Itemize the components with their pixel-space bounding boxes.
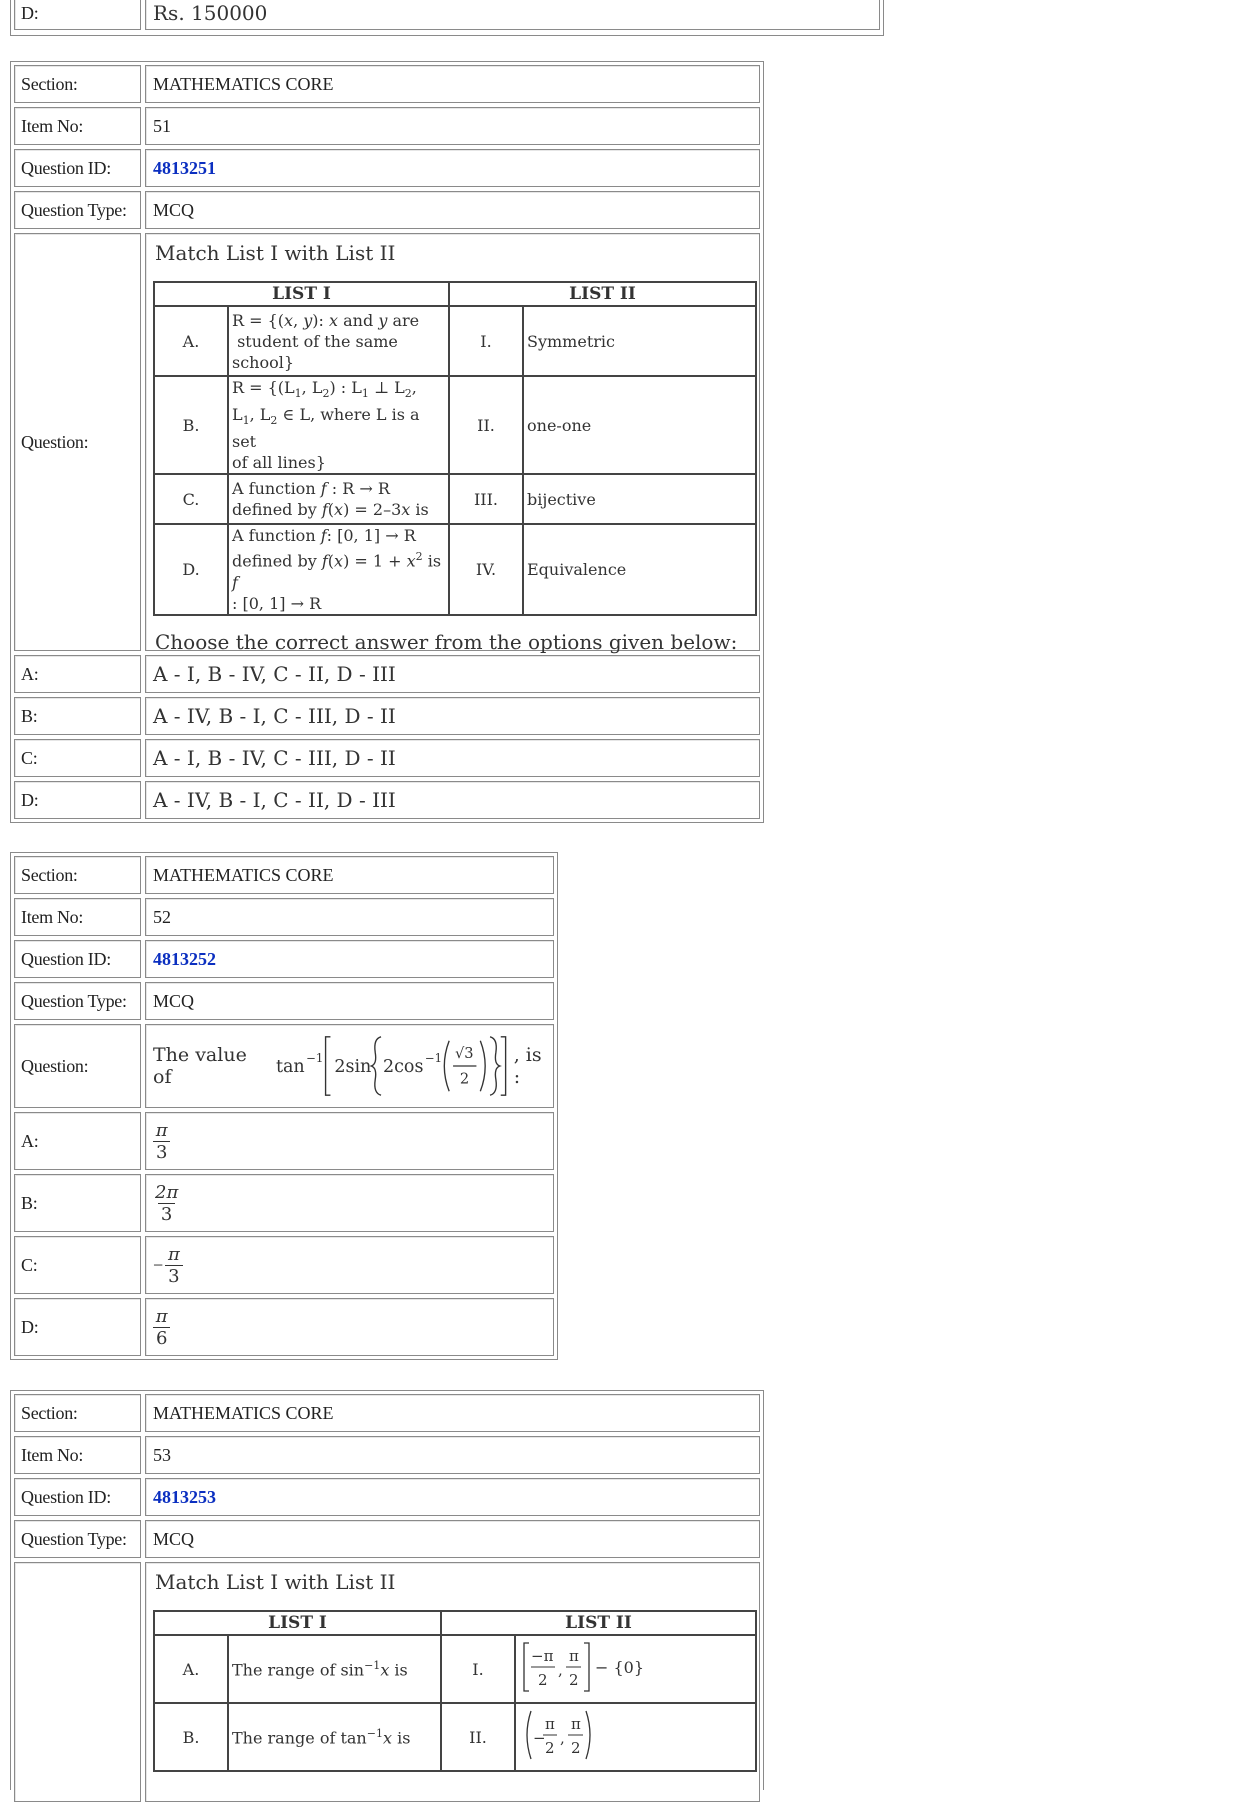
choose-instruction: Choose the correct answer from the options given below: [155, 629, 738, 654]
question-content [145, 233, 760, 654]
question-label-cell [14, 1562, 141, 1802]
option-d-value: A - IV, B - I, C - II, D - III [145, 781, 760, 819]
fraction-denominator: 3 [165, 1265, 182, 1287]
item-no-label: Item No: [14, 898, 141, 936]
option-d-value: Rs. 150000 [145, 0, 880, 30]
section-value: MATHEMATICS CORE [145, 856, 554, 894]
fraction-numerator: 2π [155, 1181, 179, 1203]
option-a-value [145, 1112, 554, 1170]
svg-text:π: π [571, 1715, 581, 1733]
svg-text:tan: tan [276, 1056, 305, 1077]
match-table [153, 1610, 757, 1772]
row-number: II. [441, 1703, 515, 1771]
item-no-label: Item No: [14, 1436, 141, 1474]
list1-item: R = {(x, y): x and y are student of the same school} [228, 306, 449, 376]
match-table [153, 281, 757, 616]
option-c-label: C: [14, 739, 141, 777]
question-id-label: Question ID: [14, 1478, 141, 1516]
option-b-value: A - IV, B - I, C - III, D - II [145, 697, 760, 735]
svg-text:2: 2 [460, 1070, 470, 1088]
list2-header: LIST II [449, 282, 756, 306]
question-title: Match List I with List II [155, 241, 396, 265]
question-text-start: The value of [153, 1044, 247, 1088]
list2-item: bijective [523, 474, 756, 524]
list1-item: $R = \{(L_1$, $L_2$) : $L_1$ ⊥ $L_2$, $L_1$, $L_2$ ∈ L, where L is a set of all lines} [228, 376, 449, 474]
question-label: Question: [14, 233, 141, 651]
section-label: Section: [14, 1394, 141, 1432]
match-row [154, 376, 756, 474]
question-type-label: Question Type: [14, 1520, 141, 1558]
fraction-numerator: π [167, 1243, 180, 1265]
list2-header: LIST II [441, 1611, 756, 1635]
svg-text:−1: −1 [424, 1051, 443, 1066]
svg-text:,: , [558, 1661, 563, 1679]
section-value: MATHEMATICS CORE [145, 1394, 760, 1432]
fraction-denominator: 3 [153, 1141, 170, 1163]
fraction-numerator: π [155, 1305, 168, 1327]
item-no-value: 52 [145, 898, 554, 936]
list2-item [515, 1703, 756, 1771]
item-no-value: 53 [145, 1436, 760, 1474]
option-c-label: C: [14, 1236, 141, 1294]
section-label: Section: [14, 65, 141, 103]
math-expression [274, 1028, 508, 1104]
option-b-label: B: [14, 1174, 141, 1232]
svg-text:2: 2 [545, 1739, 555, 1757]
fraction [153, 1120, 170, 1163]
match-row [154, 1635, 756, 1703]
option-b-label: B: [14, 697, 141, 735]
svg-text:− {0}: − {0} [595, 1658, 645, 1677]
option-d-label: D: [14, 781, 141, 819]
question-text-end: , is : [513, 1044, 542, 1088]
option-a-value: A - I, B - IV, C - II, D - III [145, 655, 760, 693]
svg-text:π: π [569, 1647, 579, 1665]
row-key: C. [154, 474, 228, 524]
item-no-value: 51 [145, 107, 760, 145]
question-id-value: 4813253 [145, 1478, 760, 1516]
question-type-value: MCQ [145, 1520, 760, 1558]
svg-text:2sin: 2sin [334, 1056, 372, 1077]
row-key: B. [154, 376, 228, 474]
question-block-52 [10, 852, 558, 1360]
fraction [153, 1182, 180, 1225]
option-b-value [145, 1174, 554, 1232]
fraction [165, 1244, 182, 1287]
list1-header: LIST I [154, 282, 449, 306]
list1-item: A function f : R → R defined by f(x) = 2–3x is [228, 474, 449, 524]
question-type-label: Question Type: [14, 982, 141, 1020]
question-block-51 [10, 61, 764, 823]
match-row [154, 474, 756, 524]
question-type-value: MCQ [145, 191, 760, 229]
question-id-value: 4813251 [145, 149, 760, 187]
row-number: II. [449, 376, 523, 474]
option-d-label: D: [14, 0, 141, 30]
svg-text:2: 2 [569, 1671, 579, 1689]
question-content [145, 1562, 760, 1802]
previous-question-fragment [10, 0, 884, 36]
interval-expression [519, 1637, 649, 1697]
question-type-value: MCQ [145, 982, 554, 1020]
question-block-53 [10, 1390, 764, 1790]
fraction-numerator: π [155, 1119, 168, 1141]
list2-item: Symmetric [523, 306, 756, 376]
option-d-label: D: [14, 1298, 141, 1356]
option-c-value [145, 1236, 554, 1294]
row-number: I. [441, 1635, 515, 1703]
list2-item: one-one [523, 376, 756, 474]
svg-text:,: , [560, 1729, 565, 1747]
interval-expression [519, 1705, 649, 1765]
option-c-value: A - I, B - IV, C - III, D - II [145, 739, 760, 777]
row-number: I. [449, 306, 523, 376]
row-key: A. [154, 1635, 228, 1703]
fraction [153, 1306, 170, 1349]
minus-sign: − [153, 1254, 164, 1275]
svg-text:π: π [545, 1715, 555, 1733]
question-label: Question: [14, 1024, 141, 1108]
question-content [145, 1024, 554, 1108]
svg-text:−: − [533, 1729, 546, 1747]
list1-item: The range of $\tan^{-1}x$ is [228, 1703, 441, 1771]
row-number: III. [449, 474, 523, 524]
row-number: IV. [449, 524, 523, 614]
svg-text:2cos: 2cos [383, 1056, 424, 1077]
question-id-value: 4813252 [145, 940, 554, 978]
question-id-label: Question ID: [14, 940, 141, 978]
option-a-label: A: [14, 1112, 141, 1170]
match-row [154, 306, 756, 376]
list2-item [515, 1635, 756, 1703]
svg-text:2: 2 [538, 1671, 548, 1689]
row-key: A. [154, 306, 228, 376]
row-key: B. [154, 1703, 228, 1771]
item-no-label: Item No: [14, 107, 141, 145]
svg-text:√3: √3 [455, 1045, 474, 1063]
question-type-label: Question Type: [14, 191, 141, 229]
option-a-label: A: [14, 655, 141, 693]
list1-item: The range of $\sin^{-1}x$ is [228, 1635, 441, 1703]
match-row [154, 1703, 756, 1771]
fraction-denominator: 3 [158, 1203, 175, 1225]
list1-item: A function f: [0, 1] → R defined by $f(x) = 1 + x^2$ is f : [0, 1] → R [228, 524, 449, 614]
match-row [154, 524, 756, 614]
option-d-value [145, 1298, 554, 1356]
question-title: Match List I with List II [155, 1570, 396, 1594]
svg-text:−π: −π [531, 1647, 554, 1665]
svg-text:−1: −1 [306, 1051, 324, 1066]
svg-text:2: 2 [571, 1739, 581, 1757]
row-key: D. [154, 524, 228, 614]
section-value: MATHEMATICS CORE [145, 65, 760, 103]
question-id-label: Question ID: [14, 149, 141, 187]
list1-header: LIST I [154, 1611, 441, 1635]
list2-item: Equivalence [523, 524, 756, 614]
fraction-denominator: 6 [153, 1327, 170, 1349]
section-label: Section: [14, 856, 141, 894]
